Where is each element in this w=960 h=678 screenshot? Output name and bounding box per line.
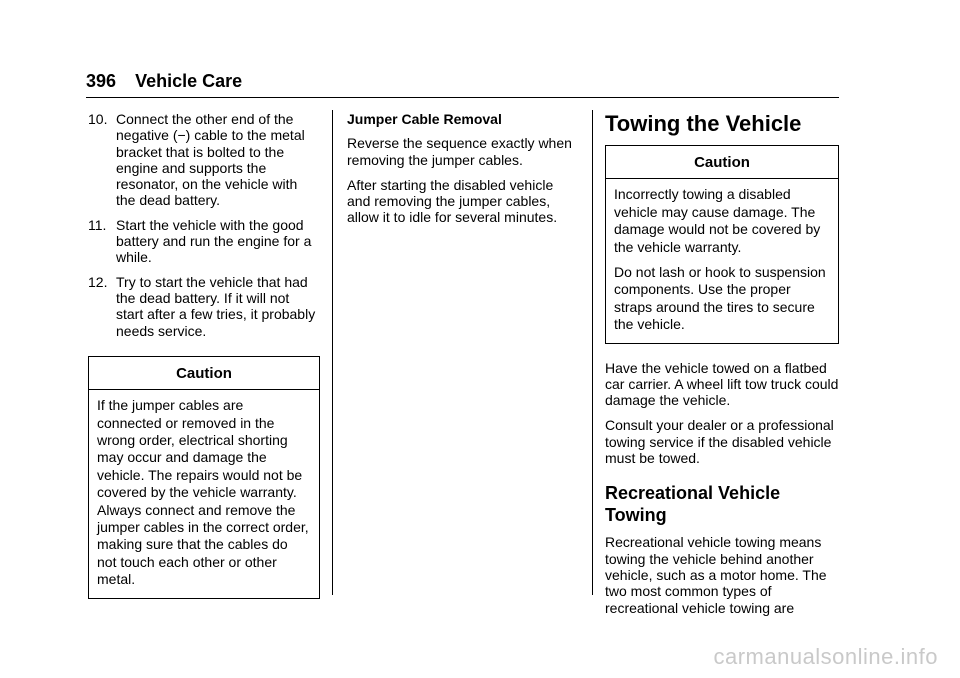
column-1 — [88, 111, 320, 599]
watermark: carmanualsonline.info — [713, 644, 938, 669]
page-header — [86, 70, 242, 92]
caution-body — [606, 179, 838, 342]
step-11 — [88, 217, 320, 266]
page-number: 396 — [86, 71, 117, 91]
column-divider-1 — [332, 110, 333, 595]
header-rule — [86, 97, 839, 98]
caution-box-jumper — [88, 356, 320, 599]
towing-heading: Towing the Vehicle — [605, 111, 802, 136]
caution-body — [89, 390, 319, 597]
paragraph: Recreational vehicle towing means towing the vehicle behind another vehicle, such as a motor home. The two most common types of recreational vehicle towing are — [605, 534, 827, 616]
step-text: Connect the other end of the negative (−) cable to the metal bracket that is bolted to the engine and supports the resonator, on the vehicle with the dead battery. — [116, 111, 305, 209]
step-number: 12. — [88, 273, 108, 290]
caution-text: Do not lash or hook to suspension components. Use the proper straps around the tires to secure the vehicle. — [614, 263, 826, 333]
caution-box-towing — [605, 145, 839, 344]
step-text: Try to start the vehicle that had the dead battery. If it will not start after a few tries, it probably needs service. — [116, 273, 316, 339]
paragraph: Reverse the sequence exactly when removing the jumper cables. — [347, 135, 572, 168]
towing-text — [605, 360, 839, 467]
step-number: 10. — [88, 111, 108, 127]
paragraph: Consult your dealer or a professional towing service if the disabled vehicle must be towed. — [605, 417, 834, 467]
paragraph: After starting the disabled vehicle and removing the jumper cables, allow it to idle for several minutes. — [347, 176, 558, 226]
caution-text: If the jumper cables are connected or removed in the wrong order, electrical shorting may occur and damage the vehicle. The repairs would not be covered by the vehicle warranty. Always connect and remove the jumper cables in the correct order, making sure that the cables do not touch each other or other metal. — [97, 397, 309, 588]
caution-title: Caution — [89, 357, 319, 390]
column-divider-2 — [592, 110, 593, 595]
step-number: 11. — [88, 216, 107, 233]
step-12 — [88, 274, 320, 339]
paragraph: Have the vehicle towed on a flatbed car carrier. A wheel lift tow truck could damage the vehicle. — [605, 359, 839, 409]
rv-towing-heading: Recreational Vehicle Towing — [605, 483, 781, 526]
column-2 — [347, 111, 579, 235]
caution-title: Caution — [606, 146, 838, 179]
column-3 — [605, 111, 839, 625]
section-title: Vehicle Care — [135, 71, 243, 91]
jumper-removal-heading: Jumper Cable Removal — [347, 111, 502, 127]
caution-text: Incorrectly towing a disabled vehicle may cause damage. The damage would not be covered by the vehicle warranty. — [614, 186, 821, 255]
step-10 — [88, 111, 320, 209]
step-text: Start the vehicle with the good battery and run the engine for a while. — [116, 216, 312, 266]
